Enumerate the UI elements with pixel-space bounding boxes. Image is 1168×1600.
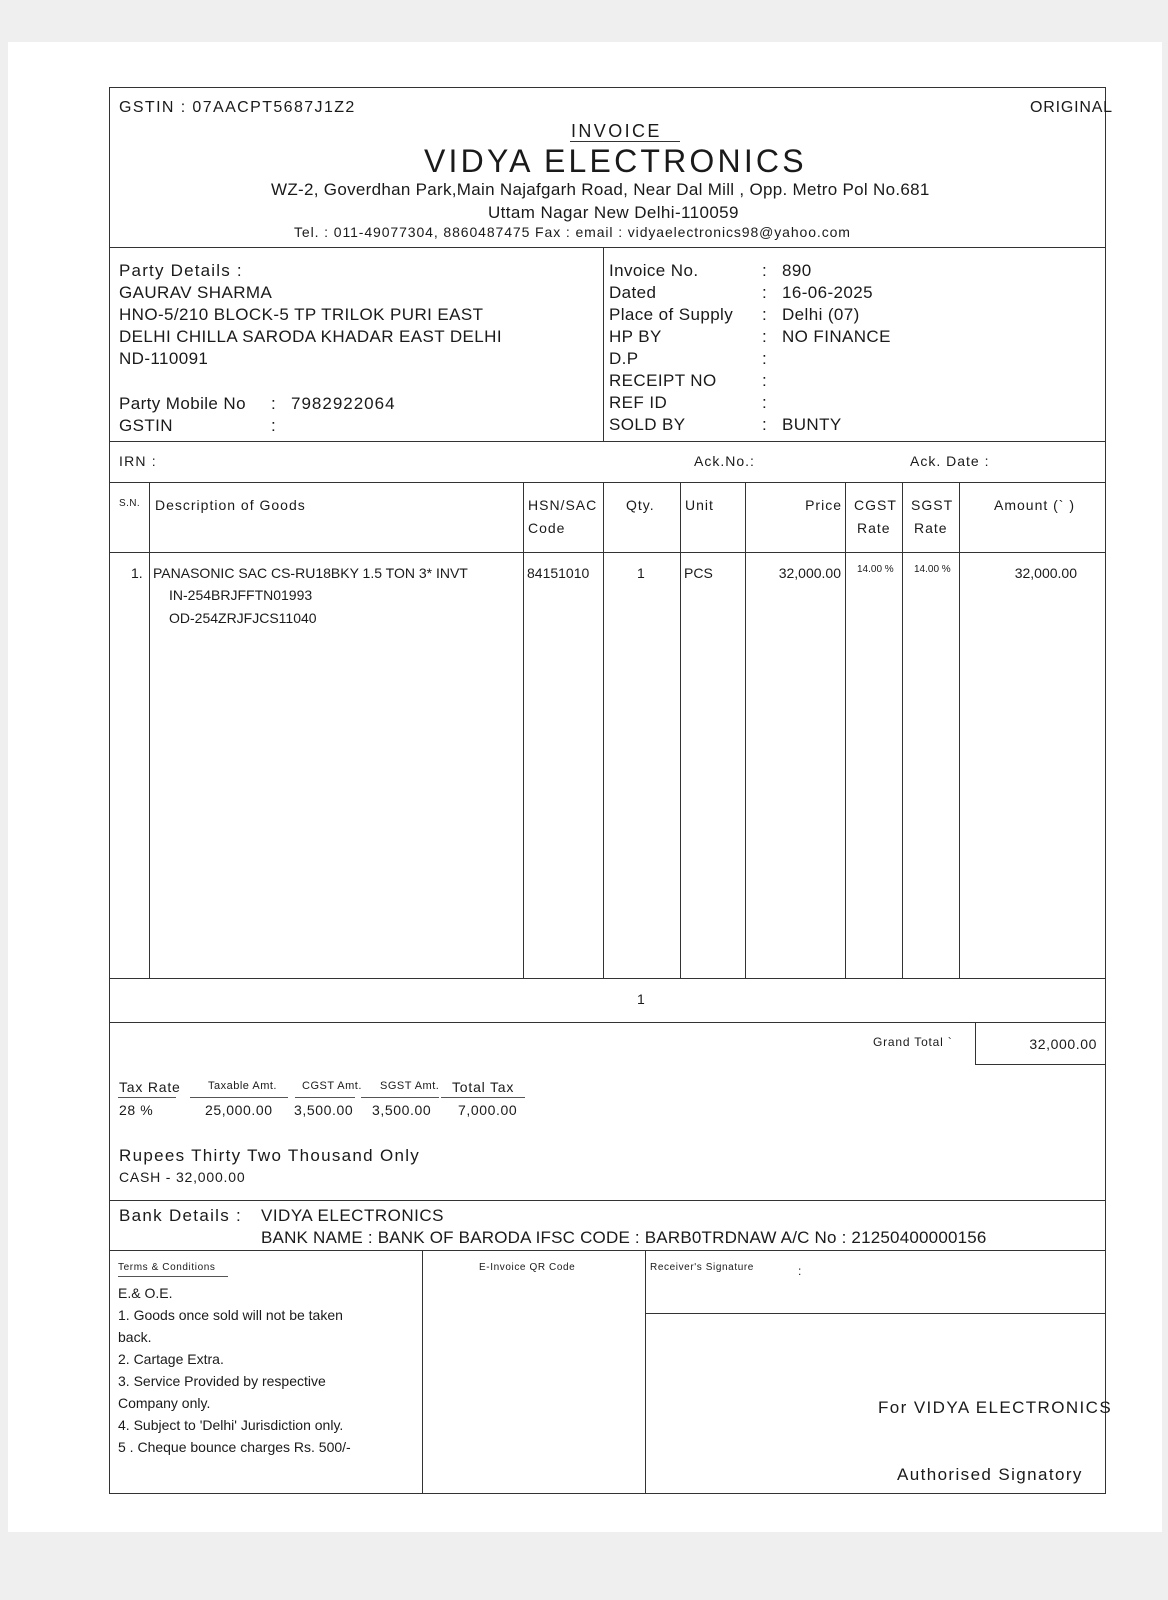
receiver-signature-label: Receiver's Signature <box>650 1262 754 1273</box>
info-label-place-of-supply: Place of Supply <box>609 305 734 324</box>
cell-hsn: 84151010 <box>527 565 590 581</box>
qr-code-label: E-Invoice QR Code <box>479 1262 576 1273</box>
divider-bank-top <box>109 1200 1105 1201</box>
document-title: INVOICE <box>571 121 662 141</box>
th-hsn-line2: Code <box>528 520 566 536</box>
frame-right <box>1105 87 1106 1494</box>
col-line-unit <box>745 482 746 978</box>
authorised-signatory: Authorised Signatory <box>897 1465 1083 1484</box>
payment-mode: CASH - 32,000.00 <box>119 1169 246 1185</box>
cell-sgst-rate: 14.00 % <box>914 564 951 575</box>
tax-header-cgst: CGST Amt. <box>302 1080 362 1092</box>
info-label-ref-id: REF ID <box>609 393 668 412</box>
ack-no-label: Ack.No.: <box>694 453 755 469</box>
info-label-dp: D.P <box>609 349 639 368</box>
footer-line-terms <box>422 1250 423 1494</box>
th-unit: Unit <box>685 497 714 513</box>
tax-underline <box>295 1097 355 1098</box>
info-label-invoice-no: Invoice No. <box>609 261 699 280</box>
cell-amount: 32,000.00 <box>1014 565 1077 581</box>
party-mobile-value: 7982922064 <box>291 394 396 413</box>
company-address-line2: Uttam Nagar New Delhi-110059 <box>488 203 739 222</box>
info-value-invoice-no: 890 <box>782 261 812 280</box>
company-contact: Tel. : 011-49077304, 8860487475 Fax : email : vidyaelectronics98@yahoo.com <box>294 224 851 240</box>
terms-item: 4. Subject to 'Delhi' Jurisdiction only. <box>118 1417 344 1433</box>
terms-item: 1. Goods once sold will not be taken <box>118 1307 343 1323</box>
irn-label: IRN : <box>119 453 157 469</box>
amount-in-words: Rupees Thirty Two Thousand Only <box>119 1146 421 1165</box>
for-company: For VIDYA ELECTRONICS <box>878 1398 1113 1417</box>
total-qty: 1 <box>637 991 645 1007</box>
cell-description: PANASONIC SAC CS-RU18BKY 1.5 TON 3* INVT <box>153 565 468 581</box>
tax-value-sgst: 3,500.00 <box>372 1102 432 1118</box>
footer-line-qr <box>645 1250 646 1494</box>
th-sgst-line2: Rate <box>914 520 948 536</box>
info-colon: : <box>762 327 768 346</box>
info-label-hp-by: HP BY <box>609 327 662 346</box>
tax-header-taxable: Taxable Amt. <box>208 1080 277 1092</box>
divider-receiver <box>645 1313 1105 1314</box>
title-underline <box>570 141 680 142</box>
cell-price: 32,000.00 <box>778 565 841 581</box>
info-colon: : <box>762 393 768 412</box>
th-amount: Amount (` ) <box>994 497 1076 513</box>
tax-value-rate: 28 % <box>119 1102 154 1118</box>
grand-total-value: 32,000.00 <box>1029 1036 1097 1052</box>
terms-item: back. <box>118 1329 152 1345</box>
divider-irn <box>109 482 1105 483</box>
col-line-cgst <box>902 482 903 978</box>
divider-total-qty <box>109 1022 1105 1023</box>
divider-header <box>109 247 1105 248</box>
tax-value-taxable: 25,000.00 <box>205 1102 273 1118</box>
terms-item: 5 . Cheque bounce charges Rs. 500/- <box>118 1439 351 1455</box>
divider-party-vertical <box>603 247 604 441</box>
frame-bottom <box>109 1493 1106 1494</box>
divider-bank-bottom <box>109 1250 1105 1251</box>
cell-unit: PCS <box>684 565 713 581</box>
tax-header-rate: Tax Rate <box>119 1079 181 1095</box>
party-mobile-colon: : <box>271 394 277 413</box>
frame-left <box>109 87 110 1494</box>
company-gstin: GSTIN : 07AACPT5687J1Z2 <box>119 99 356 116</box>
th-cgst-line2: Rate <box>857 520 891 536</box>
receiver-signature-colon: : <box>798 1264 802 1278</box>
tax-underline <box>361 1097 439 1098</box>
terms-item: 2. Cartage Extra. <box>118 1351 224 1367</box>
party-heading: Party Details : <box>119 261 243 280</box>
terms-item: 3. Service Provided by respective <box>118 1373 326 1389</box>
bank-account-name: VIDYA ELECTRONICS <box>261 1206 444 1225</box>
divider-party <box>109 441 1105 442</box>
bank-account-details: BANK NAME : BANK OF BARODA IFSC CODE : BARB0TRDNAW A/C No : 21250400000156 <box>261 1228 987 1247</box>
info-value-sold-by: BUNTY <box>782 415 842 434</box>
ack-date-label: Ack. Date : <box>910 453 990 469</box>
info-label-receipt-no: RECEIPT NO <box>609 371 717 390</box>
info-label-sold-by: SOLD BY <box>609 415 686 434</box>
cell-qty: 1 <box>637 565 645 581</box>
info-colon: : <box>762 261 768 280</box>
info-colon: : <box>762 283 768 302</box>
col-line-desc <box>523 482 524 978</box>
terms-item: Company only. <box>118 1395 211 1411</box>
th-price: Price <box>805 497 842 513</box>
tax-header-sgst: SGST Amt. <box>380 1080 440 1092</box>
party-address-line1: HNO-5/210 BLOCK-5 TP TRILOK PURI EAST <box>119 305 484 324</box>
party-name: GAURAV SHARMA <box>119 283 273 302</box>
th-description: Description of Goods <box>155 497 306 513</box>
info-colon: : <box>762 371 768 390</box>
th-cgst-line1: CGST <box>854 497 897 513</box>
copy-label: ORIGINAL <box>1030 99 1113 116</box>
th-sn: S.N. <box>119 498 141 509</box>
party-gstin-label: GSTIN <box>119 416 173 435</box>
cell-description-serial1: IN-254BRJFFTN01993 <box>169 587 313 603</box>
th-qty: Qty. <box>626 497 655 513</box>
col-line-qty <box>680 482 681 978</box>
grand-total-box-left <box>975 1022 976 1065</box>
tax-underline <box>118 1097 176 1098</box>
th-sgst-line1: SGST <box>911 497 954 513</box>
col-line-sn <box>149 482 150 978</box>
col-line-price <box>845 482 846 978</box>
party-mobile-label: Party Mobile No <box>119 394 246 413</box>
terms-heading: Terms & Conditions <box>118 1262 216 1273</box>
th-hsn-line1: HSN/SAC <box>528 497 598 513</box>
divider-table-head <box>109 552 1105 553</box>
terms-item: E.& O.E. <box>118 1285 173 1301</box>
tax-value-total: 7,000.00 <box>458 1102 518 1118</box>
info-label-dated: Dated <box>609 283 657 302</box>
party-address-line3: ND-110091 <box>119 349 209 368</box>
info-colon: : <box>762 349 768 368</box>
company-address-line1: WZ-2, Goverdhan Park,Main Najafgarh Road, Near Dal Mill , Opp. Metro Pol No.681 <box>271 180 930 199</box>
info-value-place-of-supply: Delhi (07) <box>782 305 860 324</box>
col-line-hsn <box>603 482 604 978</box>
info-colon: : <box>762 415 768 434</box>
grand-total-box-bottom <box>975 1064 1105 1065</box>
party-gstin-colon: : <box>271 416 277 435</box>
cell-cgst-rate: 14.00 % <box>857 564 894 575</box>
frame-top <box>109 87 1105 88</box>
cell-sn: 1. <box>131 565 143 581</box>
party-address-line2: DELHI CHILLA SARODA KHADAR EAST DELHI <box>119 327 502 346</box>
col-line-sgst <box>959 482 960 978</box>
info-value-hp-by: NO FINANCE <box>782 327 891 346</box>
bank-label: Bank Details : <box>119 1206 243 1225</box>
tax-underline <box>190 1097 288 1098</box>
tax-underline <box>441 1097 525 1098</box>
tax-value-cgst: 3,500.00 <box>294 1102 354 1118</box>
company-name: VIDYA ELECTRONICS <box>424 143 807 179</box>
divider-table-body <box>109 978 1105 979</box>
info-colon: : <box>762 305 768 324</box>
grand-total-label: Grand Total ` <box>873 1035 953 1049</box>
info-value-dated: 16-06-2025 <box>782 283 873 302</box>
terms-heading-underline <box>118 1276 228 1277</box>
cell-description-serial2: OD-254ZRJFJCS11040 <box>169 610 317 626</box>
tax-header-total: Total Tax <box>452 1079 515 1095</box>
